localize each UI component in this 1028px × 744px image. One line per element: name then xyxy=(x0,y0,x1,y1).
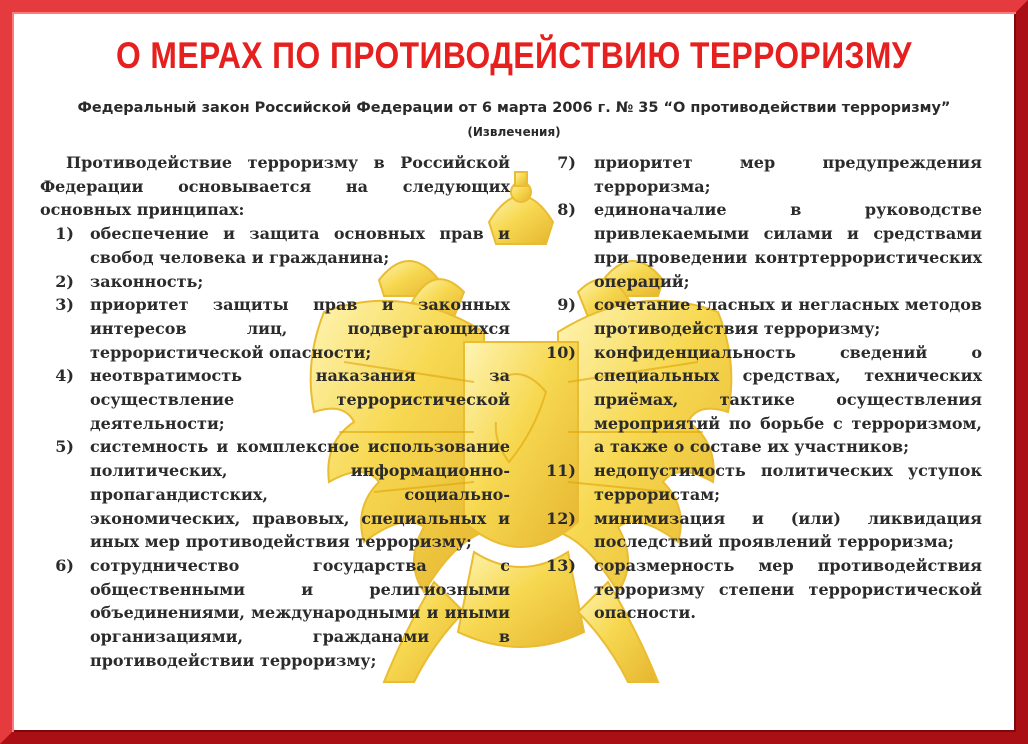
item-number: 7) xyxy=(557,153,576,172)
list-item xyxy=(40,435,510,554)
item-text: обеспечение и защита основных прав и свобод человека и гражданина; xyxy=(90,224,510,267)
list-item xyxy=(542,198,982,293)
poster-title: О МЕРАХ ПО ПРОТИВОДЕЙСТВИЮ ТЕРРОРИЗМУ xyxy=(115,35,913,76)
list-item xyxy=(40,554,510,673)
item-text: сочетание гласных и негласных методов противодействия терроризму; xyxy=(594,295,982,338)
item-text: недопустимость политических уступок террористам; xyxy=(594,461,982,504)
list-item xyxy=(40,293,510,364)
list-item xyxy=(542,151,982,198)
list-item xyxy=(40,270,510,294)
item-number: 11) xyxy=(546,461,576,481)
item-text: законность; xyxy=(90,271,204,291)
item-text: приоритет защиты прав и законных интересов лиц, подвергающихся террористической опасности; xyxy=(90,295,510,362)
item-text: неотвратимость наказания за осуществление террористической деятельности; xyxy=(90,366,510,433)
item-number: 9) xyxy=(557,295,576,315)
item-text: конфиденциальность сведений о специальных средствах, технических приёмах, тактике осуществления мероприятий по борьбе с терроризмом, а также о составе их участников; xyxy=(594,342,982,457)
item-text: минимизация и (или) ликвидация последствий проявлений терроризма; xyxy=(594,508,982,552)
item-number: 4) xyxy=(55,366,74,386)
item-number: 12) xyxy=(546,508,576,528)
item-text: приоритет мер предупреждения терроризма; xyxy=(594,153,982,196)
item-number: 3) xyxy=(55,295,74,315)
item-number: 2) xyxy=(55,271,74,291)
item-number: 8) xyxy=(557,200,576,220)
item-number: 10) xyxy=(546,342,576,362)
item-number: 1) xyxy=(55,224,74,244)
extract-note: (Извлечения) xyxy=(467,125,561,139)
left-column xyxy=(40,151,510,672)
item-text: единоначалие в руководстве привлекаемыми силами и средствами при проведении контртеррористических операций; xyxy=(594,200,982,291)
list-item xyxy=(542,293,982,340)
intro-paragraph: Противодействие терроризму в Российской Федерации основывается на следующих основных принципах: xyxy=(40,153,510,220)
item-number: 5) xyxy=(55,437,74,457)
list-item xyxy=(40,364,510,435)
item-number: 13) xyxy=(546,555,576,575)
item-text: системность и комплексное использование политических, информационно-пропагандистских, социально-экономических, правовых, специальных и иных мер противодействия терроризму; xyxy=(90,437,510,552)
list-item xyxy=(40,222,510,269)
item-text: соразмерность мер противодействия терроризму степени террористической опасности. xyxy=(594,555,982,623)
list-item xyxy=(542,341,982,460)
item-number: 6) xyxy=(55,555,74,575)
item-text: сотрудничество государства с общественными и религиозными объединениями, международными и иными организациями, гражданами в противодействии терроризму; xyxy=(90,555,510,670)
list-item xyxy=(542,459,982,506)
law-subtitle: Федеральный закон Российской Федерации от 6 марта 2006 г. № 35 “О противодействии терроризму” xyxy=(77,100,951,116)
right-column xyxy=(542,151,982,625)
list-item xyxy=(542,507,982,554)
list-item xyxy=(542,554,982,625)
